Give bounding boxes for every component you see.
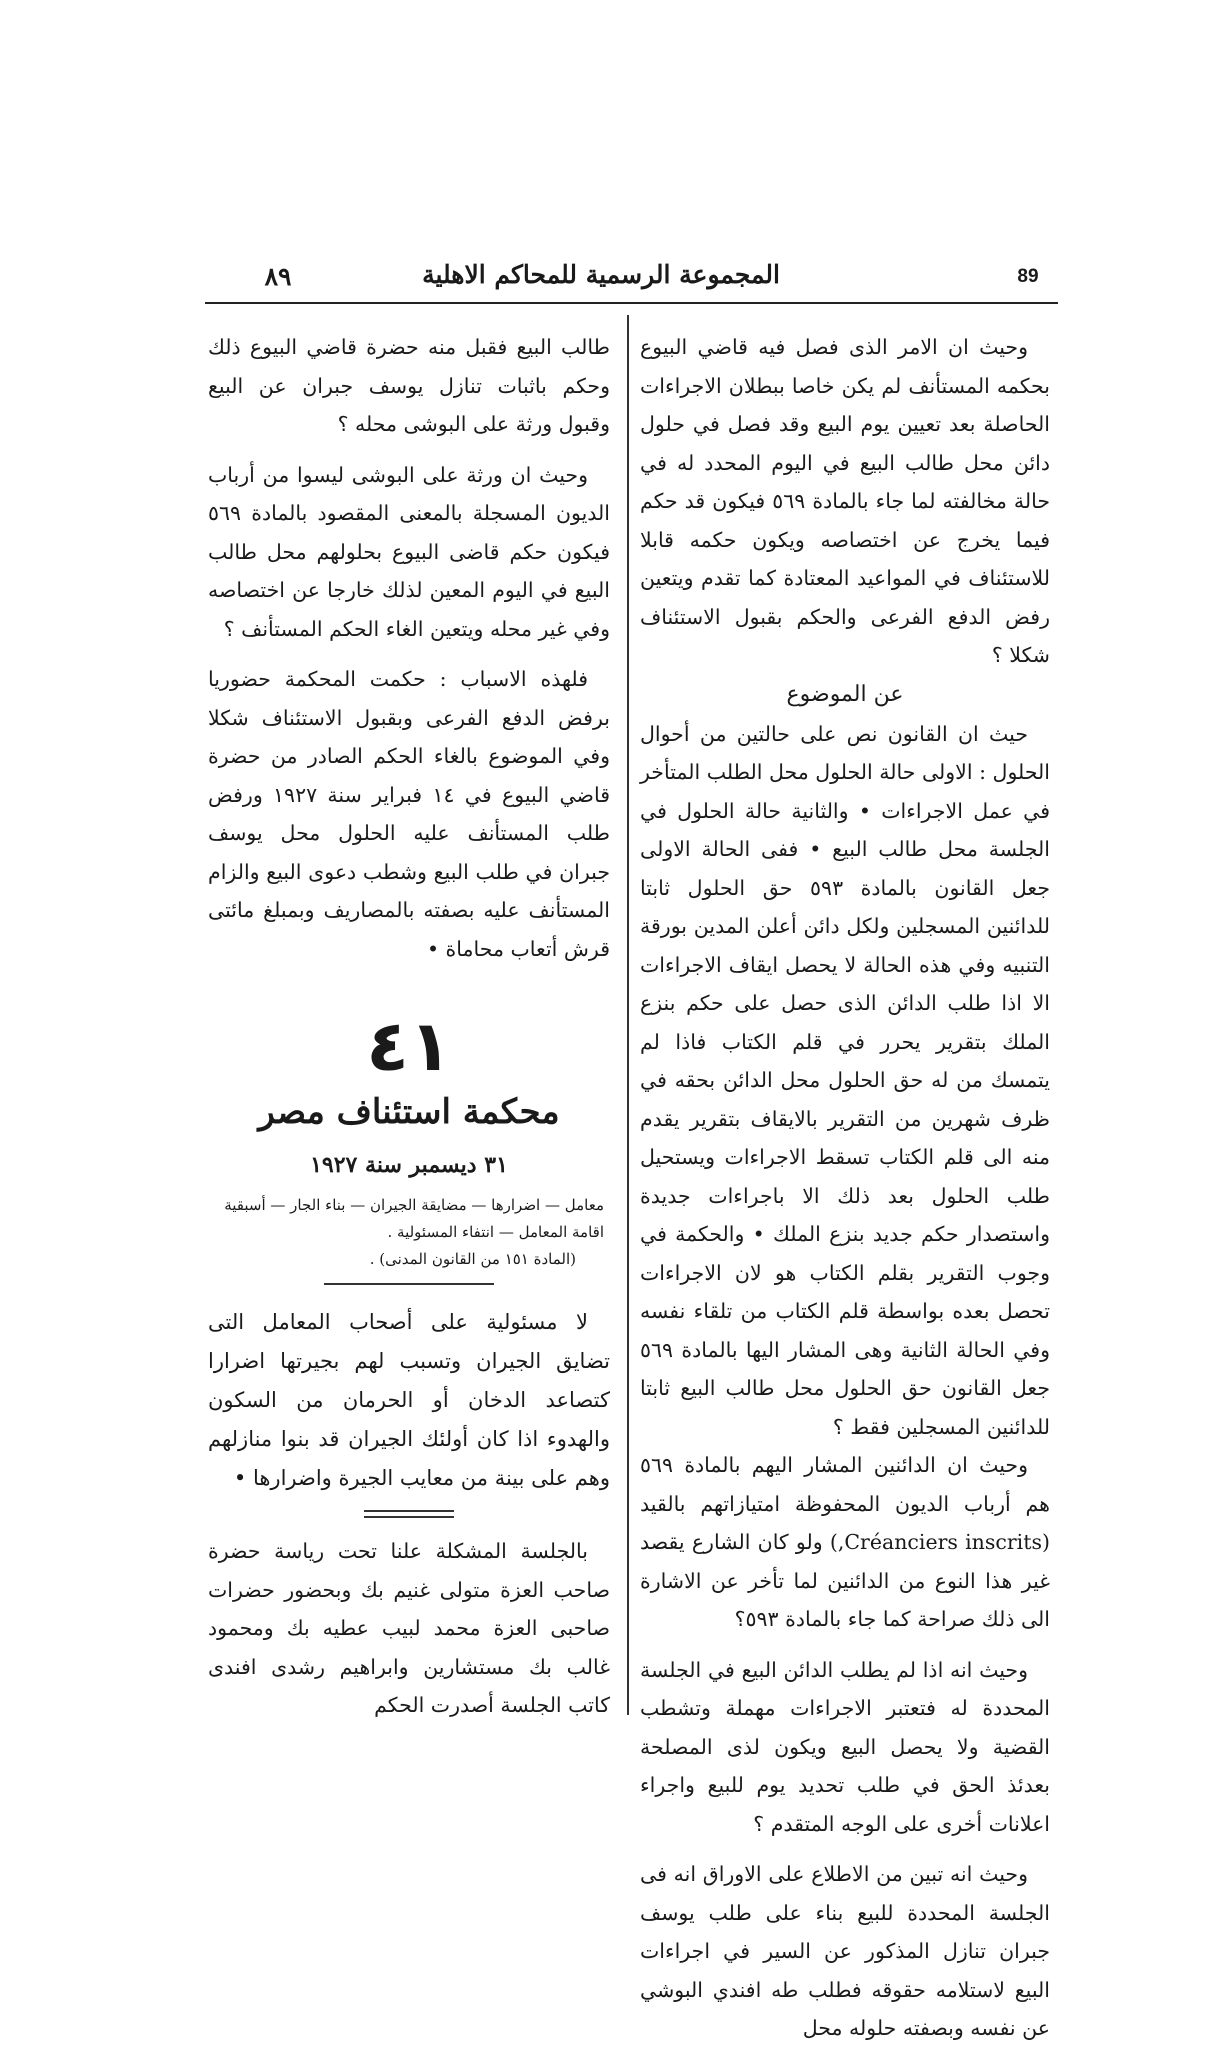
page-header xyxy=(0,260,1211,300)
court-name: محكمة استئناف مصر xyxy=(258,1092,560,1132)
summary-line: معامل — اضرارها — مضايقة الجيران — بناء الجار — أسبقية xyxy=(224,1196,604,1214)
left-column xyxy=(208,328,610,1725)
case-date: ٣١ ديسمبر سنة ١٩٢٧ xyxy=(310,1152,508,1178)
page-number-latin: 89 xyxy=(1017,266,1039,287)
judgment-paragraph: فلهذه الاسباب : حكمت المحكمة حضوريا برفض الدفع الفرعى وبقبول الاستئناف شكلا وفي الموضوع بالغاء الحكم الصادر من حضرة قاضي البيوع في ١٤ فبراير سنة ١٩٢٧ ورفض طلب المستأنف عليه الحلول محل يوسف جبران في طلب البيع وشطب دعوى البيع والزام المستأنف عليه بصفته بالمصاريف وبمبلغ مائتى قرش أتعاب محاماة • xyxy=(208,667,610,961)
section-rule xyxy=(324,1283,494,1285)
summary-line: اقامة المعامل — انتفاء المسئولية . xyxy=(387,1223,604,1241)
paragraph: وحيث انه تبين من الاطلاع على الاوراق انه فى الجلسة المحددة للبيع بناء على طلب يوسف جبران تنازل المذكور عن السير في اجراءات البيع لاستلامه حقوقه فطلب طه افندي البوشي عن نفسه وبصفته حلوله محل xyxy=(640,1862,1050,2040)
journal-title: المجموعة الرسمية للمحاكم الاهلية xyxy=(422,260,780,289)
paragraph: وحيث ان الامر الذى فصل فيه قاضي البيوع بحكمه المستأنف لم يكن خاصا ببطلان الاجراءات الحاصلة بعد تعيين يوم البيع وقد فصل في حلول دائن محل طالب البيع في اليوم المحدد له في حالة مخالفته لما جاء بالمادة ٥٦٩ فيكون قد حكم فيما يخرج عن اختصاصه ويكون حكمه قابلا للاستئناف في المواعيد المعتادة كما تقدم ويتعين رفض الدفع الفرعى والحكم بقبول الاستئناف شكلا ؟ xyxy=(640,335,1051,667)
paragraph: طالب البيع فقبل منه حضرة قاضي البيوع ذلك وحكم باثبات تنازل يوسف جبران عن البيع وقبول ورثة على البوشى محله ؟ xyxy=(208,335,610,436)
header-rule xyxy=(205,302,1058,304)
page-number-arabic: ٨٩ xyxy=(264,262,292,291)
paragraph: حيث ان القانون نص على حالتين من أحوال الحلول : الاولى حالة الحلول محل الطلب المتأخر في عمل الاجراءات • والثانية حالة الحلول في الجلسة محل طالب البيع • ففى الحالة الاولى جعل القانون بالمادة ٥٩٣ حق الحلول ثابتا للدائنين المسجلين ولكل دائن أعلن المدين بورقة التنبيه وفي هذه الحالة لا يحصل ايقاف الاجراءات الا اذا طلب الدائن الذى حصل على حكم بنزع الملك بتقرير يحرر في قلم الكتاب فاذا لم يتمسك من له حق الحلول محل الدائن بحقه في ظرف شهرين من التقرير بالايقاف بتقرير يقدم منه الى قلم الكتاب تسقط الاجراءات ويستحيل طلب الحلول بعد ذلك الا باجراءات جديدة واستصدار حكم جديد بنزع الملك • والحكمة في وجوب التقرير بقلم الكتاب هو لان الاجراءات تحصل بعده بواسطة قلم الكتاب من تلقاء نفسه وفي الحالة الثانية وهى المشار اليها بالمادة ٥٦٩ جعل القانون حق الحلول محل طالب البيع ثابتا للدائنين المسجلين فقط ؟ xyxy=(640,721,1050,1439)
paragraph: وحيث ان ورثة على البوشى ليسوا من أرباب الديون المسجلة بالمعنى المقصود بالمادة ٥٦٩ فيكون حكم قاضى البيوع بحلولهم محل طالب البيع في اليوم المعين لذلك خارجا عن اختصاصه وفي غير محله ويتعين الغاء الحكم المستأنف ؟ xyxy=(208,462,610,641)
paragraph: وحيث ان الدائنين المشار اليهم بالمادة ٥٦٩ هم أرباب الديون المحفوظة امتيازاتهم بالقيد (Créanciers inscrits,) ولو كان الشارع يقصد غير هذا النوع من الدائنين لما تأخر عن الاشارة الى ذلك صراحة كما جاء بالمادة ٥٩٣؟ xyxy=(640,1453,1050,1631)
legal-principle: لا مسئولية على أصحاب المعامل التى تضايق الجيران وتسبب لهم بجيرتها اضرارا كتصاعد الدخان أو الحرمان من السكون والهدوء اذا كان أولئك الجيران قد بنوا منازلهم وهم على بينة من معايب الجيرة واضرارها • xyxy=(208,1310,610,1490)
summary-article: (المادة ١٥١ من القانون المدنى) . xyxy=(369,1250,576,1268)
paragraph: وحيث انه اذا لم يطلب الدائن البيع في الجلسة المحددة له فتعتبر الاجراءات مهملة وتشطب القضية ولا يحصل البيع ويكون لذى المصلحة بعدئذ الحق في طلب تحديد يوم للبيع واجراء اعلانات أخرى على الوجه المتقدم ؟ xyxy=(640,1657,1050,1836)
session-paragraph: بالجلسة المشكلة علنا تحت رياسة حضرة صاحب العزة متولى غنيم بك وبحضور حضرات صاحبى العزة محمد لبيب عطيه بك ومحمود غالب بك مستشارين وابراهيم رشدى افندى كاتب الجلسة أصدرت الحكم xyxy=(208,1539,610,1717)
column-divider xyxy=(627,315,629,1715)
double-rule xyxy=(364,1510,454,1518)
right-column xyxy=(640,328,1050,2048)
section-subheading: عن الموضوع xyxy=(786,681,904,707)
case-number: ٤١ xyxy=(366,1005,452,1087)
